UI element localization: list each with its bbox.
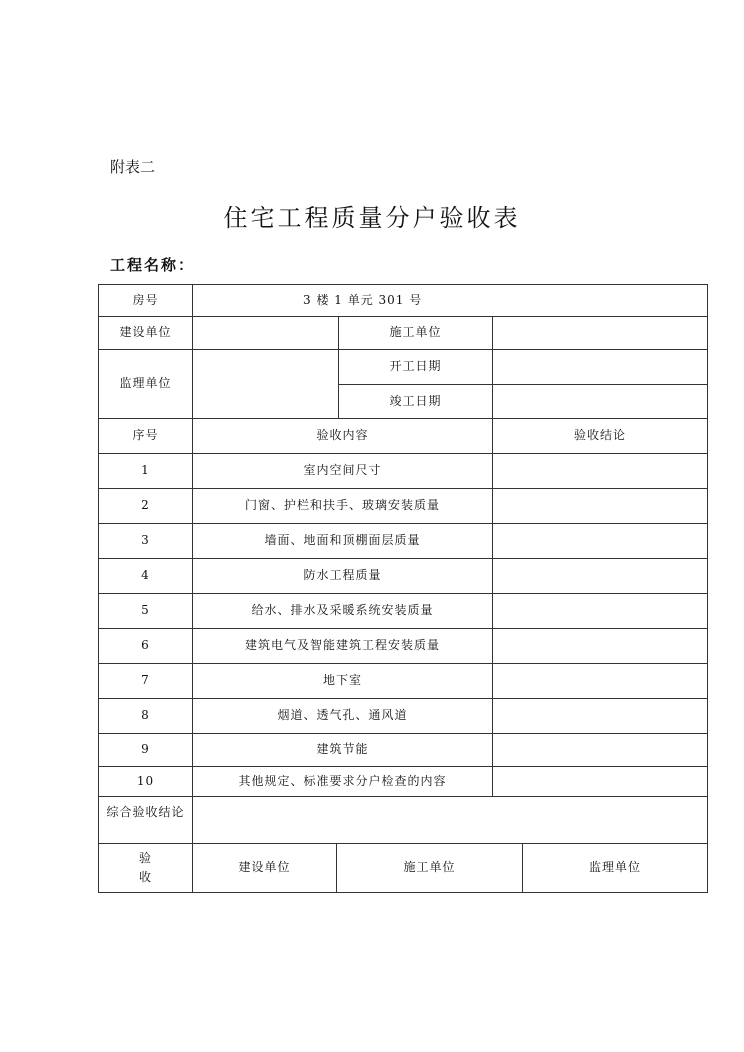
overall-conclusion-value <box>192 796 708 844</box>
item-number: 1 <box>98 453 193 489</box>
project-name <box>110 254 195 275</box>
completion-date-value <box>492 384 708 419</box>
item-result <box>492 558 708 594</box>
completion-date-label: 竣工日期 <box>338 384 493 419</box>
item-result <box>492 663 708 699</box>
item-result <box>492 766 708 797</box>
item-result <box>492 733 708 767</box>
col-seq-header: 序号 <box>98 418 193 454</box>
item-result <box>492 593 708 629</box>
start-date-label: 开工日期 <box>338 349 493 385</box>
item-content: 建筑电气及智能建筑工程安装质量 <box>192 628 493 664</box>
item-content: 地下室 <box>192 663 493 699</box>
appendix-label: 附表二 <box>110 158 156 176</box>
item-result <box>492 698 708 734</box>
start-date-value <box>492 349 708 385</box>
col-content-header: 验收内容 <box>192 418 493 454</box>
builder-label: 建设单位 <box>98 316 193 350</box>
item-result <box>492 523 708 559</box>
item-number: 8 <box>98 698 193 734</box>
room-no-value: 3 楼 1 单元 301 号 <box>192 284 708 317</box>
item-number: 9 <box>98 733 193 767</box>
sign-label-line-1: 验 <box>138 850 152 865</box>
item-number: 3 <box>98 523 193 559</box>
item-content: 其他规定、标准要求分户检查的内容 <box>192 766 493 797</box>
item-number: 5 <box>98 593 193 629</box>
item-result <box>492 453 708 489</box>
item-content: 防水工程质量 <box>192 558 493 594</box>
acceptance-table <box>98 284 708 893</box>
contractor-value <box>492 316 708 350</box>
builder-value <box>192 316 339 350</box>
page-title: 住宅工程质量分户验收表 <box>223 204 521 232</box>
item-content: 建筑节能 <box>192 733 493 767</box>
sign-label-line-2: 收 <box>138 870 152 884</box>
overall-conclusion-label: 综合验收结论 <box>98 796 193 844</box>
room-no-label: 房号 <box>98 284 193 317</box>
project-name-label: 工程名称： <box>110 256 196 274</box>
item-number: 4 <box>98 558 193 594</box>
sign-contractor: 施工单位 <box>336 843 523 893</box>
item-content: 门窗、护栏和扶手、玻璃安装质量 <box>192 488 493 524</box>
item-content: 给水、排水及采暖系统安装质量 <box>192 593 493 629</box>
item-result <box>492 628 708 664</box>
contractor-label: 施工单位 <box>338 316 493 350</box>
supervisor-value <box>192 349 339 419</box>
item-content: 室内空间尺寸 <box>192 453 493 489</box>
item-result <box>492 488 708 524</box>
item-content: 烟道、透气孔、通风道 <box>192 698 493 734</box>
item-number: 7 <box>98 663 193 699</box>
sign-builder: 建设单位 <box>192 843 337 893</box>
supervisor-label: 监理单位 <box>98 349 193 419</box>
item-number: 2 <box>98 488 193 524</box>
sign-row-label <box>98 843 193 893</box>
col-conclusion-header: 验收结论 <box>492 418 708 454</box>
item-content: 墙面、地面和顶棚面层质量 <box>192 523 493 559</box>
item-number: 6 <box>98 628 193 664</box>
item-number: 10 <box>98 766 193 797</box>
sign-supervisor: 监理单位 <box>522 843 708 893</box>
